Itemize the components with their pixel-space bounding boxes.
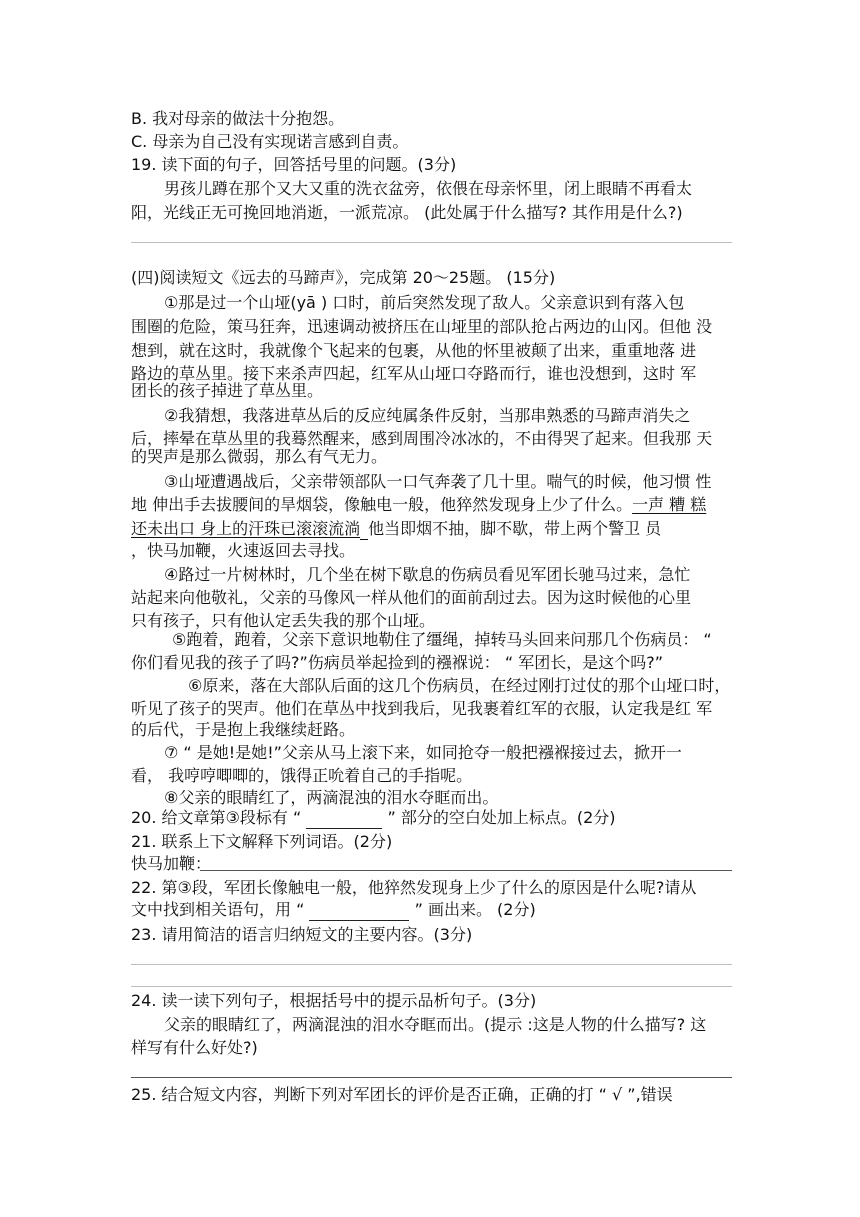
paragraph-6-line-2: 听见了孩子的哭声。他们在草丛中找到我后，见我裹着红军的衣服，认定我是红 军	[131, 699, 713, 718]
answer-line-24[interactable]	[131, 1077, 732, 1078]
question-20	[131, 807, 616, 829]
question-19: 19. 读下面的句子，回答括号里的问题。(3分)	[131, 155, 457, 174]
paragraph-8: ⑧父亲的眼睛红了，两滴混浊的泪水夺眶而出。	[164, 788, 499, 807]
question-24-text-line-1: 父亲的眼睛红了，两滴混浊的泪水夺眶而出。(提示 :这是人物的什么描写? 这	[164, 1015, 707, 1034]
underline-gap	[360, 523, 368, 540]
paragraph-2-line-2: 后，摔晕在草丛里的我蓦然醒来，感到周围冷冰冰的，不由得哭了起来。但我那 天	[131, 429, 713, 448]
question-20-suffix: ” 部分的空白处加上标点。(2分)	[387, 808, 616, 827]
paragraph-1-line-3: 想到，就在这时，我就像个飞起来的包裹，从他的怀里被颠了出来，重重地落 进	[131, 341, 697, 360]
answer-line-23-b[interactable]	[131, 986, 732, 987]
paragraph-3-line-2	[131, 494, 706, 516]
paragraph-6-line-1: ⑥原来，落在大部队后面的这几个伤病员，在经过刚打过仗的那个山垭口时，	[188, 676, 731, 695]
answer-line-19	[131, 242, 732, 243]
paragraph-3-line-2-text: 地 伸出手去拔腰间的旱烟袋，像触电一般，他猝然发现身上少了什么。	[131, 495, 633, 514]
paragraph-6-line-3: 的后代，于是抱上我继续赶路。	[131, 720, 356, 739]
paragraph-1-line-2: 围圈的危险，策马狂奔，迅速调动被挤压在山垭里的部队抢占两边的山冈。但他 没	[131, 317, 713, 336]
paragraph-7-line-1: ⑦ “ 是她!是她!”父亲从马上滚下来，如同抢夺一般把襁褓接过去，掀开一	[164, 743, 682, 762]
answer-line-23-a[interactable]	[131, 964, 732, 965]
paragraph-7-line-2: 看， 我哼哼唧唧的，饿得正吮着自己的手指呢。	[131, 766, 473, 785]
question-22-line-2-suffix: ” 画出来。 (2分)	[414, 900, 536, 919]
paragraph-5-line-1: ⑤跑着，跑着，父亲下意识地勒住了缰绳，掉转马头回来问那几个伤病员： “	[172, 630, 712, 649]
question-19-text-line-2: 阳，光线正无可挽回地消逝，一派荒凉。 (此处属于什么描写? 其作用是什么?)	[131, 203, 683, 222]
underlined-phrase-2: 还未出口 身上的汗珠已滚滚流淌	[131, 519, 361, 538]
paragraph-2-line-3: 的哭声是那么微弱，那么有气无力。	[131, 447, 388, 466]
underlined-phrase-1: 一声 糟 糕	[632, 495, 707, 514]
paragraph-3-line-3-text: 他当即烟不抽，脚不歇，带上两个警卫 员	[368, 519, 662, 538]
paragraph-3-line-3	[131, 518, 661, 540]
question-25: 25. 结合短文内容，判断下列对军团长的评价是否正确，正确的打 “ √ ”,错误	[131, 1085, 673, 1104]
paragraph-4-line-3: 只有孩子，只有他认定丢失我的那个山垭。	[131, 611, 436, 630]
answer-line-21[interactable]	[200, 870, 732, 871]
question-22-blank[interactable]	[309, 904, 409, 921]
question-20-prefix: 20. 给文章第③段标有 “	[131, 808, 302, 827]
paragraph-2-line-1: ②我猜想，我落进草丛后的反应纯属条件反射，当那串熟悉的马蹄声消失之	[164, 406, 691, 425]
option-c: C. 母亲为自己没有实现诺言感到自责。	[131, 132, 409, 151]
question-23: 23. 请用简洁的语言归纳短文的主要内容。(3分)	[131, 925, 473, 944]
question-24-text-line-2: 样写有什么好处?)	[131, 1038, 258, 1057]
paragraph-1-line-5: 团长的孩子掉进了草丛里。	[131, 381, 324, 400]
question-19-text-line-1: 男孩儿蹲在那个又大又重的洗衣盆旁，依偎在母亲怀里，闭上眼睛不再看太	[164, 179, 693, 198]
question-24: 24. 读一读下列句子，根据括号中的提示品析句子。(3分)	[131, 991, 537, 1010]
section-4-heading: (四)阅读短文《远去的马蹄声》，完成第 20～25题。 (15分)	[131, 268, 556, 287]
question-21: 21. 联系上下文解释下列词语。(2分)	[131, 832, 393, 851]
question-22-line-1: 22. 第③段，军团长像触电一般，他猝然发现身上少了什么的原因是什么呢?请从	[131, 878, 697, 897]
paragraph-3-line-1: ③山垭遭遇战后，父亲带领部队一口气奔袭了几十里。喘气的时候，他习惯 性	[164, 472, 712, 491]
paragraph-1-line-4: 路边的草丛里。接下来杀声四起，红军从山垭口夺路而行，谁也没想到，这时 军	[131, 364, 697, 383]
option-b: B. 我对母亲的做法十分抱怨。	[131, 109, 345, 128]
question-22-line-2-prefix: 文中找到相关语句，用 “	[131, 900, 305, 919]
paragraph-1-line-1: ①那是过一个山垭(yā ) 口时，前后突然发现了敌人。父亲意识到有落入包	[164, 293, 685, 312]
question-21-term: 快马加鞭：	[131, 854, 212, 873]
paragraph-4-line-1: ④路过一片树林时，几个坐在树下歇息的伤病员看见军团长驰马过来，急忙	[164, 565, 691, 584]
paragraph-3-line-4: ，快马加鞭，火速返回去寻找。	[131, 541, 356, 560]
question-22-line-2	[131, 899, 536, 921]
paragraph-4-line-2: 站起来向他敬礼，父亲的马像风一样从他们的面前刮过去。因为这时候他的心里	[131, 588, 692, 607]
question-20-blank[interactable]	[306, 812, 382, 829]
paragraph-5-line-2: 你们看见我的孩子了吗?”伤病员举起捡到的襁褓说： “ 军团长，是这个吗?”	[131, 653, 664, 672]
